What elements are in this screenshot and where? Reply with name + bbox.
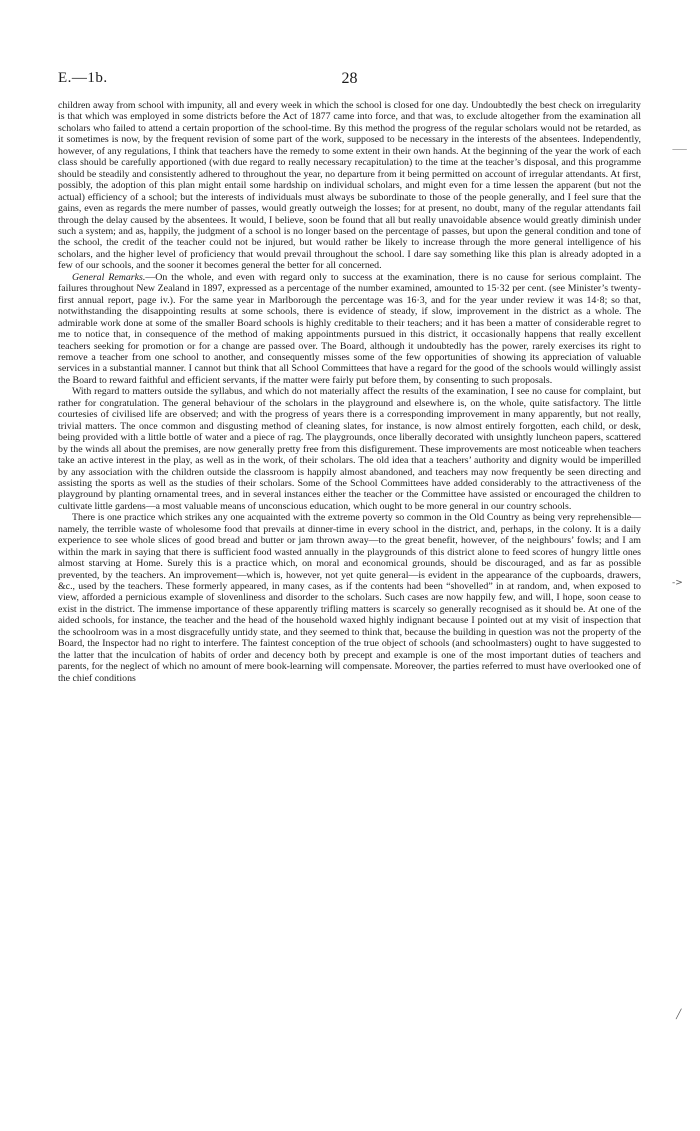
document-reference: E.—1b. bbox=[58, 70, 108, 86]
paragraph-behaviour bbox=[58, 386, 641, 512]
page-header bbox=[58, 70, 641, 90]
page-number: 28 bbox=[341, 70, 358, 87]
paragraph-text: —On the whole, and even with regard only to success at the examination, there is no cause for serious complaint. The failures throughout New Zealand in 1897, expressed as a percentage of the number examined, amounted to 15·32 per cent. (see Minister’s twenty-first annual report, page iv.). For the same year in Marlborough the percentage was 16·3, and for the year under review it was 14·8; so that, notwithstanding the disappointing results at some schools, there is evidence of steady, if slow, improvement in the district as a whole. The admirable work done at some of the smaller Board schools is highly creditable to their teachers; and it has been a matter of considerable regret to me to notice that, in consequence of the method of making appointments pursued in this district, it occasionally happens that really excellent teachers seeking for promotion or for a change are passed over. The Board, although it undoubtedly has the power, rarely exercises its right to remove a teacher from one school to another, and consequently misses some of the few opportunities of showing its appreciation of valuable services in a substantial manner. I cannot but think that all School Committees that have a regard for the good of the schools would willingly assist the Board to reward faithful and efficient servants, if the matter were fairly put before them, by consenting to such proposals. bbox=[58, 271, 642, 386]
body-text bbox=[58, 100, 641, 684]
margin-mark-dash: ⸺ bbox=[672, 145, 688, 155]
paragraph-text: With regard to matters outside the syllabus, and which do not materially affect the results of the examination, I see no cause for complaint, but rather for congratulation. The general behaviour of the scholars in the playground and elsewhere is, on the whole, quite satisfactory. The little courtesies of civilised life are observed; and with the progress of years there is a corresponding improvement in many apparently, but not really, trivial matters. The once common and disgusting method of cleaning slates, for instance, is now almost entirely forgotten, each child, or desk, being provided with a little bottle of water and a piece of rag. The playgrounds, once liberally decorated with unsightly luncheon papers, scattered by the winds all about the premises, are now generally pretty free from this disfigurement. These improvements are most noticeable when teachers take an active interest in the play, as well as in the work, of their scholars. The old idea that a teachers’ authority and dignity would be imperilled by any association with the children outside the classroom is happily almost abandoned, and teachers may now frequently be seen directing and assisting the sports as well as the studies of their scholars. Some of the School Committees have added considerably to the attractiveness of the playground by planting ornamental trees, and in several instances either the teacher or the Committee have assisted or encouraged the children to cultivate little gardens—a most valuable means of unconscious education, which ought to be more general in our country schools. bbox=[58, 386, 641, 512]
section-heading: General Remarks. bbox=[72, 271, 146, 283]
paragraph-attendance bbox=[58, 100, 641, 272]
margin-mark-tick: ╱ bbox=[676, 1010, 682, 1020]
paragraph-text: children away from school with impunity, all and every week in which the school is closed for one day. Undoubtedly the best check on irregularity is that which was employed in some districts before the Act of 1877 came into force, and that was, to exclude altogether from the examination all scholars who failed to attend a certain proportion of the school-time. By this method the progress of the regular scholars would not be retarded, as it sometimes is now, by the frequent revision of some part of the work, supposed to be necessary in the interests of the absentees. Independently, however, of any regulations, I think that teachers have the remedy to some extent in their own hands. At the beginning of the year the work of each class should be carefully apportioned (with due regard to really necessary recapitulation) to the time at the teacher’s disposal, and this programme should be steadily and consistently adhered to throughout the year, no departure from it being permitted on account of irregular attendants. At first, possibly, the adoption of this plan might entail some hardship on individual scholars, and might even for a time lessen the apparent (but not the actual) efficiency of a school; but the interests of individuals must always be subordinate to those of the people generally, and I feel sure that the gains, even as regards the mere number of passes, would greatly outweigh the losses; for at present, no doubt, many of the regular attendants fail through the delay caused by the absentees. It would, I believe, soon be found that all but really unavoidable absence would greatly diminish under such a system; and as, happily, the judgment of a school is no longer based on the percentage of passes, but upon the general condition and tone of the school, the credit of the teacher could not be injured, but would rather be likely to increase through the more general intelligence of his scholars, and the higher level of proficiency that would prevail throughout the school. I dare say something like this plan is already adopted in a few of our schools, and the sooner it becomes general the better for all concerned. bbox=[58, 100, 641, 272]
margin-mark-arrow: ‐> bbox=[672, 578, 683, 588]
paragraph-text: There is one practice which strikes any one acquainted with the extreme poverty so common in the Old Country as being very reprehensible—namely, the terrible waste of wholesome food that prevails at dinner-time in every school in the district, and, perhaps, in the colony. It is a daily experience to see whole slices of good bread and butter or jam thrown away—to the great benefit, however, of the neighbours’ fowls; and I am within the mark in saying that there is sufficient food wasted annually in the playgrounds of this district alone to feed scores of hungry little ones almost starving at Home. Surely this is a practice which, on moral and economical grounds, should be discouraged, and as far as possible prevented, by the teachers. An improvement—which is, however, not yet quite general—is evident in the appearance of the cupboards, drawers, &c., used by the teachers. These formerly appeared, in many cases, as if the contents had been “shovelled” in at random, and, when exposed to view, afforded a pernicious example of slovenliness and disorder to the scholars. Such cases are now happily few, and will, I hope, soon cease to exist in the district. The immense importance of these apparently trifling matters is scarcely so generally recognised as it should be. At one of the aided schools, for instance, the teacher and the head of the household waxed highly indignant because I pointed out at my visit of inspection that the schoolroom was in a most disgracefully untidy state, and they seemed to think that, because the building in question was not the property of the Board, the Inspector had no right to interfere. The faintest conception of the true object of schools (and schoolmasters) ought to have suggested to the latter that the inculcation of habits of order and decency both by precept and example is one of the most important duties of teachers and parents, for the neglect of which no amount of mere book-learning will compensate. Moreover, the parties referred to must have overlooked one of the chief conditions bbox=[58, 512, 641, 684]
paragraph-food-waste bbox=[58, 512, 641, 684]
paragraph-general-remarks bbox=[58, 272, 641, 387]
